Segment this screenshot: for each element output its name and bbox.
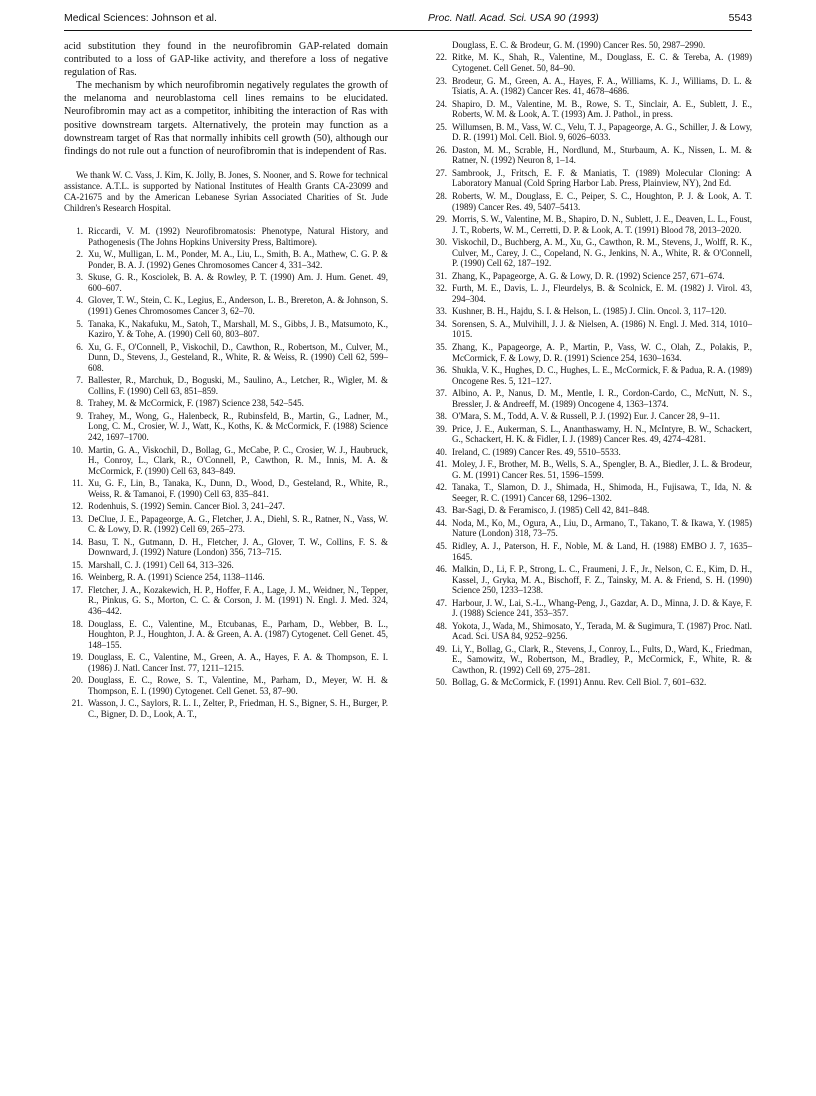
- reference-number: 29.: [435, 214, 447, 225]
- reference-item: [428, 122, 752, 143]
- reference-item: [64, 272, 388, 293]
- reference-number: 26.: [435, 144, 447, 155]
- reference-item: [428, 191, 752, 212]
- reference-item: [64, 398, 388, 409]
- reference-text: Moley, J. F., Brother, M. B., Wells, S. A., Spengler, B. A., Biedler, J. L. & Brodeur, G. M. (1991) Cancer Res. 51, 1596–1599.: [452, 459, 752, 480]
- reference-text: Sorensen, S. A., Mulvihill, J. J. & Nielsen, A. (1986) N. Engl. J. Med. 314, 1010–1015.: [452, 318, 752, 340]
- reference-number: 4.: [76, 295, 83, 306]
- reference-text: Ireland, C. (1989) Cancer Res. 49, 5510–5533.: [452, 446, 621, 457]
- reference-item: [428, 411, 752, 422]
- reference-text: Zhang, K., Papageorge, A. P., Martin, P., Vass, W. C., Olah, Z., Polakis, P., McCormick, F. & Lowy, D. R. (1991) Science 254, 1630–1634.: [452, 341, 752, 363]
- reference-number: 18.: [71, 618, 83, 629]
- reference-item: [428, 319, 752, 340]
- reference-text: Basu, T. N., Gutmann, D. H., Fletcher, J. A., Glover, T. W., Collins, F. S. & Downward, J. (1992) Nature (London) 356, 713–715.: [88, 536, 388, 558]
- reference-number: 47.: [435, 597, 447, 608]
- reference-item: [64, 249, 388, 270]
- reference-number: 2.: [76, 249, 83, 260]
- reference-item: [64, 585, 388, 617]
- reference-item: [428, 459, 752, 480]
- reference-item: [64, 537, 388, 558]
- acknowledgment: We thank W. C. Vass, J. Kim, K. Jolly, B. Jones, S. Nooner, and S. Rowe for technical assistance. A.T.L. is supported by National Institutes of Health Grants CA-23099 and CA-21675 and by the American Lebanese Syrian Associated Charities of St. Jude Children's Research Hospital.: [64, 169, 388, 214]
- right-column: [428, 40, 752, 690]
- reference-item: [428, 52, 752, 73]
- reference-item: [428, 518, 752, 539]
- reference-item: [64, 295, 388, 316]
- reference-number: 31.: [435, 270, 447, 281]
- reference-text: Morris, S. W., Valentine, M. B., Shapiro, D. N., Sublett, J. E., Deaven, L. L., Foust, J. T., Roberts, W. M., Cerretti, D. P. & Look, A. T. (1991) Blood 78, 2013–2020.: [452, 214, 752, 235]
- reference-number: 39.: [435, 423, 447, 434]
- reference-number: 42.: [435, 482, 447, 493]
- reference-text: Tanaka, K., Nakafuku, M., Satoh, T., Marshall, M. S., Gibbs, J. B., Matsumoto, K., Kaziro, Y. & Tohe, A. (1990) Cell 60, 803–807.: [88, 318, 388, 340]
- reference-number: 41.: [435, 459, 447, 470]
- reference-number: 13.: [71, 513, 83, 524]
- reference-text: Trahey, M., Wong, G., Halenbeck, R., Rubinsfeld, B., Martin, G., Ladner, M., Long, C. M., Crosier, W. J., Watt, K., Koths, K. & McCormick, F. (1988) Science 242, 1697–1700.: [88, 410, 388, 443]
- reference-item: [64, 375, 388, 396]
- reference-item: [428, 76, 752, 97]
- reference-text: Noda, M., Ko, M., Ogura, A., Liu, D., Armano, T., Takano, T. & Ikawa, Y. (1985) Nature (London) 318, 73–75.: [452, 517, 752, 539]
- reference-item: [428, 306, 752, 317]
- reference-number: 48.: [435, 620, 447, 631]
- reference-number: 37.: [435, 388, 447, 399]
- body-paragraph: The mechanism by which neurofibromin negatively regulates the growth of the melanoma and neuroblastoma cell lines remains to be elucidated. Neurofibromin may act as a competitor, inhibiting the interaction of Ras with positive downstream targets. Alternatively, the protein may function as a downstream target of Ras that normally inhibits cell growth (50), although our findings do not rule out a function of neurofibromin that is independent of Ras.: [64, 80, 388, 157]
- reference-number: 5.: [76, 318, 83, 329]
- reference-number: 34.: [435, 318, 447, 329]
- reference-item: [428, 677, 752, 688]
- reference-text: Xu, G. F., O'Connell, P., Viskochil, D., Cawthon, R., Robertson, M., Culver, M., Dunn, D., Stevens, J., Gesteland, R., White, R. & Weiss, R. (1990) Cell 62, 599–608.: [88, 341, 388, 373]
- reference-number: 19.: [71, 652, 83, 663]
- reference-text: Li, Y., Bollag, G., Clark, R., Stevens, J., Conroy, L., Fults, D., Ward, K., Friedman, E., Samowitz, W., Robertson, M., Bradley, P., McCormick, F., White, R. & Cawthon, R. (1992) Cell 69, 275–281.: [452, 643, 752, 675]
- reference-item: [428, 271, 752, 282]
- reference-list-left: [64, 226, 388, 719]
- reference-number: 15.: [71, 559, 83, 570]
- reference-text: Daston, M. M., Scrable, H., Nordlund, M., Sturbaum, A. K., Nissen, L. M. & Ratner, N. (1992) Neuron 8, 1–14.: [452, 144, 752, 166]
- reference-text: Yokota, J., Wada, M., Shimosato, Y., Terada, M. & Sugimura, T. (1987) Proc. Natl. Acad. Sci. USA 84, 9252–9256.: [452, 620, 752, 642]
- reference-text: Martin, G. A., Viskochil, D., Bollag, G., McCabe, P. C., Crosier, W. J., Haubruck, H., Conroy, L., Clark, R., O'Connell, P., Cawthon, R. M., Innis, M. A. & McCormick, F. (1990) Cell 63, 843–849.: [88, 444, 388, 476]
- reference-text: Glover, T. W., Stein, C. K., Legius, E., Anderson, L. B., Brereton, A. & Johnson, S. (1991) Genes Chromosomes Cancer 3, 62–70.: [88, 295, 388, 317]
- reference-number: 14.: [71, 536, 83, 547]
- reference-text: Rodenhuis, S. (1992) Semin. Cancer Biol. 3, 241–247.: [88, 501, 285, 512]
- reference-item: [428, 447, 752, 458]
- reference-text: Riccardi, V. M. (1992) Neurofibromatosis: Phenotype, Natural History, and Pathogenesis (The Johns Hopkins University Press, Baltimore).: [88, 226, 388, 247]
- reference-number: 45.: [435, 540, 447, 551]
- reference-item: [428, 145, 752, 166]
- left-column: [64, 40, 388, 721]
- reference-item: [428, 40, 752, 51]
- reference-number: 28.: [435, 190, 447, 201]
- reference-text: Trahey, M. & McCormick, F. (1987) Science 238, 542–545.: [88, 398, 304, 409]
- reference-text: DeClue, J. E., Papageorge, A. G., Fletcher, J. A., Diehl, S. R., Ratner, N., Vass, W. C. & Lowy, D. R. (1992) Cell 69, 265–273.: [88, 513, 388, 535]
- reference-text: Roberts, W. M., Douglass, E. C., Peiper, S. C., Houghton, P. J. & Look, A. T. (1989) Cancer Res. 49, 5407–5413.: [452, 190, 752, 212]
- reference-number: 25.: [435, 121, 447, 132]
- reference-text: Xu, G. F., Lin, B., Tanaka, K., Dunn, D., Wood, D., Gesteland, R., White, R., Weiss, R. & Tamanoi, F. (1990) Cell 63, 835–841.: [88, 478, 388, 499]
- reference-number: 10.: [71, 444, 83, 455]
- journal-citation: Proc. Natl. Acad. Sci. USA 90 (1993): [428, 12, 599, 24]
- reference-text: Zhang, K., Papageorge, A. G. & Lowy, D. R. (1992) Science 257, 671–674.: [452, 270, 725, 281]
- reference-text: Fletcher, J. A., Kozakewich, H. P., Hoffer, F. A., Lage, J. M., Weidner, N., Tepper, R., Pinkus, G. S., Morton, C. C. & Corson, J. M. (1991) N. Engl. J. Med. 324, 436–442.: [88, 584, 388, 617]
- reference-number: 44.: [435, 517, 447, 528]
- reference-text: Bollag, G. & McCormick, F. (1991) Annu. Rev. Cell Biol. 7, 601–632.: [452, 677, 707, 688]
- running-header-left: Medical Sciences: Johnson et al.: [64, 12, 217, 24]
- reference-text: Harbour, J. W., Lai, S.-L., Whang-Peng, J., Gazdar, A. D., Minna, J. D. & Kaye, F. J. (1988) Science 241, 353–357.: [452, 597, 752, 619]
- reference-item: [64, 619, 388, 651]
- reference-text: Kushner, B. H., Hajdu, S. I. & Helson, L. (1985) J. Clin. Oncol. 3, 117–120.: [452, 306, 727, 317]
- reference-item: [64, 572, 388, 583]
- reference-number: 1.: [76, 226, 83, 237]
- reference-number: 6.: [76, 341, 83, 352]
- reference-text: Skuse, G. R., Kosciolek, B. A. & Rowley, P. T. (1990) Am. J. Hum. Genet. 49, 600–607.: [88, 272, 388, 293]
- header-rule: [64, 30, 752, 31]
- reference-text: Albino, A. P., Nanus, D. M., Mentle, I. R., Cordon-Cardo, C., McNutt, N. S., Bressler, J. & Andreeff, M. (1989) Oncogene 4, 1363–1374.: [452, 388, 752, 409]
- reference-text: Price, J. E., Aukerman, S. L., Ananthaswamy, H. N., McIntyre, B. W., Schackert, G., Schackert, H. K. & Fidler, I. J. (1989) Cancer Res. 49, 4274–4281.: [452, 423, 752, 445]
- reference-number: 50.: [435, 677, 447, 688]
- reference-item: [428, 482, 752, 503]
- reference-number: 22.: [435, 52, 447, 63]
- reference-item: [428, 621, 752, 642]
- reference-number: 33.: [435, 306, 447, 317]
- reference-text: Shukla, V. K., Hughes, D. C., Hughes, L. E., McCormick, F. & Padua, R. A. (1989) Oncogene Res. 5, 121–127.: [452, 364, 752, 386]
- reference-number: 7.: [76, 375, 83, 386]
- reference-number: 49.: [435, 643, 447, 654]
- reference-item: [64, 514, 388, 535]
- reference-text: Sambrook, J., Fritsch, E. F. & Maniatis, T. (1989) Molecular Cloning: A Laboratory Manual (Cold Spring Harbor Lab. Press, Plainview, NY), 2nd Ed.: [452, 167, 752, 189]
- reference-item: [428, 342, 752, 363]
- reference-text: Ballester, R., Marchuk, D., Boguski, M., Saulino, A., Letcher, R., Wigler, M. & Collins, F. (1990) Cell 63, 851–859.: [88, 375, 388, 396]
- reference-continuation: Douglass, E. C. & Brodeur, G. M. (1990) Cancer Res. 50, 2987–2990.: [452, 40, 706, 50]
- reference-text: Weinberg, R. A. (1991) Science 254, 1138–1146.: [88, 572, 265, 583]
- reference-item: [428, 541, 752, 562]
- reference-number: 27.: [435, 167, 447, 178]
- reference-text: Xu, W., Mulligan, L. M., Ponder, M. A., Liu, L., Smith, B. A., Mathew, C. G. P. & Ponder, B. A. J. (1992) Genes Chromosomes Cancer 4, 331–342.: [88, 249, 388, 270]
- reference-item: [428, 237, 752, 269]
- reference-item: [428, 365, 752, 386]
- page-number: 5543: [728, 12, 752, 24]
- reference-text: Viskochil, D., Buchberg, A. M., Xu, G., Cawthon, R. M., Stevens, J., Wolff, R. K., Culver, M., Carey, J. C., Copeland, N. G., Jenkins, N. A., White, R. & O'Connell, P. (1990) Cell 62, 187–192.: [452, 237, 752, 269]
- reference-text: Ritke, M. K., Shah, R., Valentine, M., Douglass, E. C. & Tereba, A. (1989) Cytogenet. Cell Genet. 50, 84–90.: [452, 52, 752, 74]
- reference-number: 24.: [435, 98, 447, 109]
- reference-text: Marshall, C. J. (1991) Cell 64, 313–326.: [88, 559, 234, 570]
- reference-number: 11.: [72, 478, 83, 489]
- reference-text: Shapiro, D. M., Valentine, M. B., Rowe, S. T., Sinclair, A. E., Sublett, J. E., Roberts, W. M. & Look, A. T. (1993) Am. J. Pathol., in press.: [452, 98, 752, 120]
- reference-number: 16.: [71, 572, 83, 583]
- reference-text: Willumsen, B. M., Vass, W. C., Velu, T. J., Papageorge, A. G., Schiller, J. & Lowy, D. R. (1991) Mol. Cell. Biol. 9, 6026–6033.: [452, 121, 752, 143]
- reference-item: [428, 388, 752, 409]
- reference-number: 36.: [435, 364, 447, 375]
- reference-item: [64, 445, 388, 477]
- reference-number: 30.: [435, 237, 447, 248]
- reference-text: Furth, M. E., Davis, L. J., Fleurdelys, B. & Scolnick, E. M. (1982) J. Virol. 43, 294–304.: [452, 283, 752, 304]
- reference-item: [64, 501, 388, 512]
- reference-number: 23.: [435, 75, 447, 86]
- reference-item: [428, 564, 752, 596]
- reference-number: 3.: [76, 272, 83, 283]
- reference-text: Bar-Sagi, D. & Feramisco, J. (1985) Cell 42, 841–848.: [452, 505, 650, 516]
- reference-list-right-items: [428, 52, 752, 688]
- reference-item: [64, 675, 388, 696]
- reference-text: Douglass, E. C., Valentine, M., Etcubanas, E., Parham, D., Webber, B. L., Houghton, P. J., Houghton, J. A. & Green, A. A. (1987) Cytogenet. Cell Genet. 45, 148–155.: [88, 618, 388, 650]
- reference-item: [428, 99, 752, 120]
- body-paragraph: acid substitution they found in the neurofibromin GAP-related domain contributed to a loss of GAP-like activity, and therefore a loss of negative regulation of Ras.: [64, 41, 388, 79]
- reference-text: Malkin, D., Li, F. P., Strong, L. C., Fraumeni, J. F., Jr., Nelson, C. E., Kim, D. H., Kassel, J., Gryka, M. A., Bischoff, F. Z., Tainsky, M. A. & Friend, S. H. (1990) Science 250, 1233–1238.: [452, 563, 752, 596]
- reference-number: 8.: [76, 398, 83, 409]
- reference-number: 32.: [435, 283, 447, 294]
- reference-number: 46.: [435, 563, 447, 574]
- reference-text: Douglass, E. C., Valentine, M., Green, A. A., Hayes, F. A. & Thompson, E. I. (1986) J. Natl. Cancer Inst. 77, 1211–1215.: [88, 652, 388, 673]
- reference-text: Douglass, E. C., Rowe, S. T., Valentine, M., Parham, D., Meyer, W. H. & Thompson, E. I. (1990) Cytogenet. Cell Genet. 53, 87–90.: [88, 675, 388, 696]
- reference-item: [64, 319, 388, 340]
- reference-number: 35.: [435, 341, 447, 352]
- reference-item: [64, 411, 388, 443]
- reference-list-right: [428, 40, 752, 51]
- reference-text: Ridley, A. J., Paterson, H. F., Noble, M. & Land, H. (1988) EMBO J. 7, 1635–1645.: [452, 540, 752, 562]
- reference-item: [428, 283, 752, 304]
- running-header-right: [428, 12, 752, 30]
- reference-item: [428, 598, 752, 619]
- reference-text: Wasson, J. C., Saylors, R. L. I., Zelter, P., Friedman, H. S., Bigner, S. H., Burger, P. C., Bigner, D. D., Look, A. T.,: [88, 698, 388, 719]
- reference-number: 9.: [76, 410, 83, 421]
- reference-item: [64, 226, 388, 247]
- reference-number: 12.: [71, 501, 83, 512]
- reference-number: 43.: [435, 505, 447, 516]
- reference-number: 40.: [435, 446, 447, 457]
- reference-number: 21.: [71, 698, 83, 709]
- reference-item: [428, 424, 752, 445]
- reference-item: [64, 342, 388, 374]
- reference-text: Brodeur, G. M., Green, A. A., Hayes, F. A., Williams, K. J., Williams, D. L. & Tsiatis, A. A. (1982) Cancer Res. 41, 4678–4686.: [452, 75, 752, 97]
- reference-text: O'Mara, S. M., Todd, A. V. & Russell, P. J. (1992) Eur. J. Cancer 28, 9–11.: [452, 411, 720, 422]
- reference-item: [64, 478, 388, 499]
- reference-item: [428, 505, 752, 516]
- reference-number: 20.: [71, 675, 83, 686]
- reference-item: [428, 214, 752, 235]
- reference-item: [428, 168, 752, 189]
- reference-item: [64, 652, 388, 673]
- reference-number: 17.: [71, 584, 83, 595]
- reference-item: [428, 644, 752, 676]
- reference-item: [64, 698, 388, 719]
- reference-item: [64, 560, 388, 571]
- reference-text: Tanaka, T., Slamon, D. J., Shimada, H., Shimoda, H., Fujisawa, T., Ida, N. & Seeger, R. C. (1991) Cancer 68, 1296–1302.: [452, 482, 752, 503]
- reference-number: 38.: [435, 411, 447, 422]
